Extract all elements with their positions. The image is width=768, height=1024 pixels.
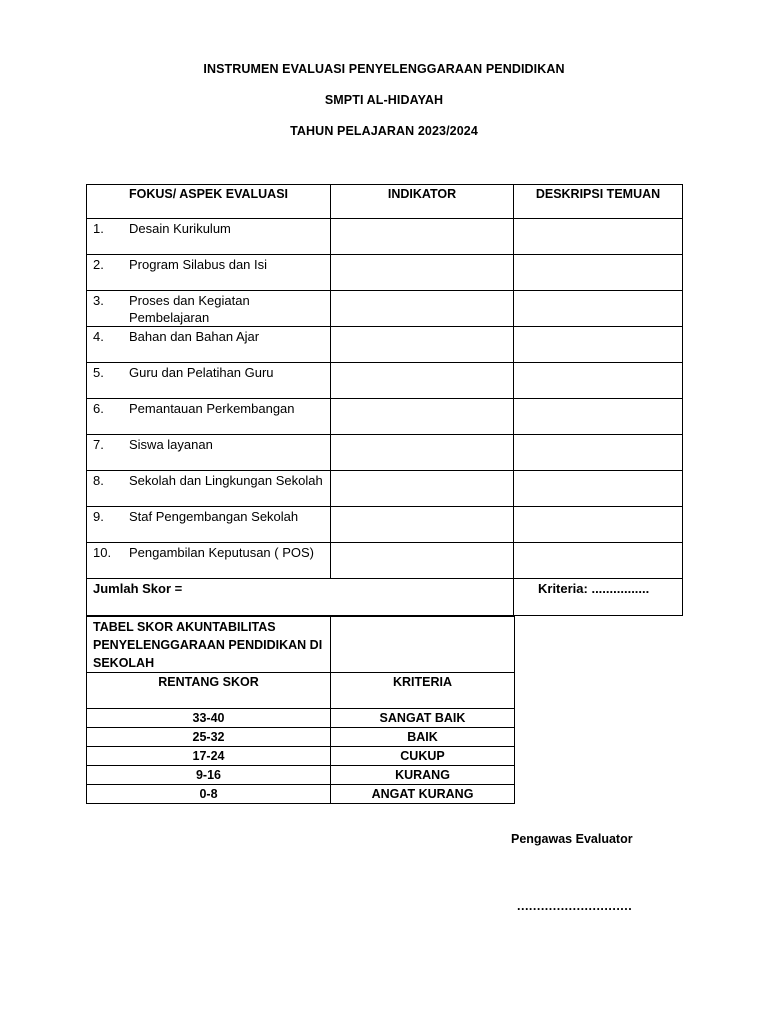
score-table-header (87, 673, 515, 709)
document-title: INSTRUMEN EVALUASI PENYELENGGARAAN PENDIDIKAN (203, 62, 565, 76)
aspect-number: 7. (93, 437, 104, 452)
aspect-label: Pemantauan Perkembangan (129, 401, 295, 416)
indicator-cell[interactable] (331, 327, 514, 363)
aspect-cell (87, 471, 331, 507)
aspect-cell (87, 399, 331, 435)
findings-cell[interactable] (514, 471, 683, 507)
aspect-number: 10. (93, 545, 112, 560)
table-row (87, 435, 683, 471)
aspect-label: Siswa layanan (129, 437, 213, 452)
score-criteria: KURANG (331, 766, 515, 785)
findings-cell[interactable] (514, 435, 683, 471)
score-range: 33-40 (87, 709, 331, 728)
aspect-label: Sekolah dan Lingkungan Sekolah (129, 473, 323, 488)
signature-title: Pengawas Evaluator (511, 832, 633, 846)
table-row (87, 255, 683, 291)
score-row (87, 785, 515, 804)
table-row (87, 471, 683, 507)
indicator-cell[interactable] (331, 399, 514, 435)
evaluation-table (86, 184, 683, 616)
aspect-cell (87, 543, 331, 579)
signature-line: ............................. (517, 899, 633, 913)
score-row (87, 728, 515, 747)
academic-year: TAHUN PELAJARAN 2023/2024 (290, 124, 478, 138)
aspect-label: Program Silabus dan Isi (129, 257, 268, 272)
table-row (87, 327, 683, 363)
findings-cell[interactable] (514, 543, 683, 579)
column-header-aspect: FOKUS/ ASPEK EVALUASI (87, 185, 331, 219)
total-score-label: Jumlah Skor = (87, 579, 514, 616)
aspect-cell (87, 291, 331, 327)
findings-cell[interactable] (514, 219, 683, 255)
table-row (87, 219, 683, 255)
score-criteria: ANGAT KURANG (331, 785, 515, 804)
findings-cell[interactable] (514, 507, 683, 543)
findings-cell[interactable] (514, 399, 683, 435)
aspect-label: Guru dan Pelatihan Guru (129, 365, 274, 380)
total-score-row (87, 579, 683, 616)
indicator-cell[interactable] (331, 435, 514, 471)
aspect-label: Staf Pengembangan Sekolah (129, 509, 299, 524)
aspect-number: 1. (93, 221, 104, 236)
indicator-cell[interactable] (331, 363, 514, 399)
score-range: 17-24 (87, 747, 331, 766)
indicator-cell[interactable] (331, 255, 514, 291)
column-header-findings: DESKRIPSI TEMUAN (514, 185, 683, 219)
aspect-number: 4. (93, 329, 104, 344)
aspect-label: Proses dan Kegiatan Pembelajaran (129, 293, 250, 325)
aspect-label: Pengambilan Keputusan ( POS) (129, 545, 314, 560)
table-row (87, 291, 683, 327)
aspect-number: 5. (93, 365, 104, 380)
table-row (87, 399, 683, 435)
aspect-cell (87, 255, 331, 291)
findings-cell[interactable] (514, 255, 683, 291)
score-table-title-empty (331, 617, 515, 673)
score-row (87, 766, 515, 785)
aspect-number: 9. (93, 509, 104, 524)
column-header-range: RENTANG SKOR (87, 673, 331, 709)
aspect-cell (87, 363, 331, 399)
aspect-cell (87, 219, 331, 255)
aspect-cell (87, 507, 331, 543)
aspect-number: 6. (93, 401, 104, 416)
score-row (87, 747, 515, 766)
findings-cell[interactable] (514, 327, 683, 363)
column-header-criteria: KRITERIA (331, 673, 515, 709)
evaluation-table-header (87, 185, 683, 219)
aspect-cell (87, 435, 331, 471)
aspect-number: 2. (93, 257, 104, 272)
column-header-indicator: INDIKATOR (331, 185, 514, 219)
score-criteria: BAIK (331, 728, 515, 747)
score-table-title-row (87, 617, 515, 673)
findings-cell[interactable] (514, 363, 683, 399)
score-table-title: TABEL SKOR AKUNTABILITAS PENYELENGGARAAN PENDIDIKAN DI SEKOLAH (87, 617, 331, 673)
indicator-cell[interactable] (331, 507, 514, 543)
indicator-cell[interactable] (331, 471, 514, 507)
aspect-label: Desain Kurikulum (129, 221, 231, 236)
aspect-label: Bahan dan Bahan Ajar (129, 329, 260, 344)
indicator-cell[interactable] (331, 291, 514, 327)
table-row (87, 507, 683, 543)
aspect-cell (87, 327, 331, 363)
findings-cell[interactable] (514, 291, 683, 327)
aspect-number: 3. (93, 293, 104, 308)
score-criteria: SANGAT BAIK (331, 709, 515, 728)
table-row (87, 363, 683, 399)
table-row (87, 543, 683, 579)
score-table (86, 616, 515, 804)
score-range: 0-8 (87, 785, 331, 804)
score-criteria: CUKUP (331, 747, 515, 766)
score-range: 25-32 (87, 728, 331, 747)
indicator-cell[interactable] (331, 543, 514, 579)
aspect-number: 8. (93, 473, 104, 488)
score-range: 9-16 (87, 766, 331, 785)
indicator-cell[interactable] (331, 219, 514, 255)
school-name: SMPTI AL-HIDAYAH (324, 93, 444, 107)
criteria-label: Kriteria: ................ (514, 579, 683, 616)
score-row (87, 709, 515, 728)
